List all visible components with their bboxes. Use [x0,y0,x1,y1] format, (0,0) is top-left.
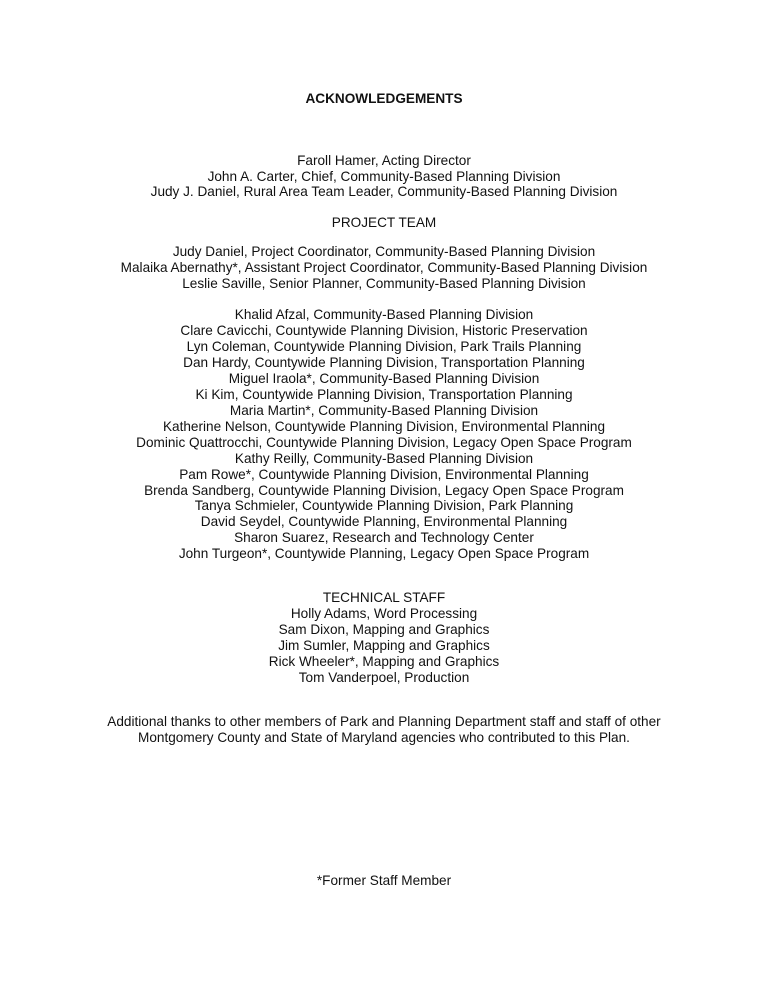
team-member-line: Khalid Afzal, Community-Based Planning Division [234,307,534,322]
leadership-line: John A. Carter, Chief, Community-Based Planning Division [207,169,561,184]
technical-staff-line: Sam Dixon, Mapping and Graphics [278,622,490,637]
team-member-line: Tanya Schmieler, Countywide Planning Division, Park Planning [194,498,574,513]
team-member-line: John Turgeon*, Countywide Planning, Legacy Open Space Program [178,546,590,561]
technical-staff-line: Holly Adams, Word Processing [290,606,478,621]
technical-staff-line: Tom Vanderpoel, Production [298,670,470,685]
project-team-heading: PROJECT TEAM [331,215,437,230]
project-lead-line: Leslie Saville, Senior Planner, Community-Based Planning Division [182,276,586,291]
team-member-line: Lyn Coleman, Countywide Planning Division, Park Trails Planning [186,339,582,354]
team-member-line: Katherine Nelson, Countywide Planning Division, Environmental Planning [162,419,606,434]
technical-staff-line: Jim Sumler, Mapping and Graphics [278,638,490,653]
leadership-line: Judy J. Daniel, Rural Area Team Leader, Community-Based Planning Division [150,184,618,199]
team-member-line: Brenda Sandberg, Countywide Planning Division, Legacy Open Space Program [144,483,624,498]
additional-thanks-line: Montgomery County and State of Maryland agencies who contributed to this Plan. [138,730,630,745]
team-member-line: Miguel Iraola*, Community-Based Planning Division [228,371,540,386]
leadership-line: Faroll Hamer, Acting Director [297,153,471,168]
team-member-line: Kathy Reilly, Community-Based Planning Division [234,451,534,466]
team-member-line: Ki Kim, Countywide Planning Division, Transportation Planning [195,387,573,402]
footnote: *Former Staff Member [316,873,452,888]
team-member-line: David Seydel, Countywide Planning, Environmental Planning [200,514,568,529]
team-member-line: Sharon Suarez, Research and Technology Center [234,530,534,545]
technical-staff-line: Rick Wheeler*, Mapping and Graphics [268,654,500,669]
team-member-line: Dan Hardy, Countywide Planning Division, Transportation Planning [183,355,585,370]
technical-staff-heading: TECHNICAL STAFF [322,590,446,605]
page-title: ACKNOWLEDGEMENTS [305,91,463,106]
project-lead-line: Malaika Abernathy*, Assistant Project Coordinator, Community-Based Planning Division [120,260,648,275]
team-member-line: Pam Rowe*, Countywide Planning Division, Environmental Planning [179,467,589,482]
additional-thanks-line: Additional thanks to other members of Park and Planning Department staff and staff of other [107,714,661,729]
team-member-line: Maria Martin*, Community-Based Planning Division [229,403,539,418]
project-lead-line: Judy Daniel, Project Coordinator, Community-Based Planning Division [172,244,596,259]
team-member-line: Dominic Quattrocchi, Countywide Planning Division, Legacy Open Space Program [136,435,632,450]
team-member-line: Clare Cavicchi, Countywide Planning Division, Historic Preservation [180,323,588,338]
